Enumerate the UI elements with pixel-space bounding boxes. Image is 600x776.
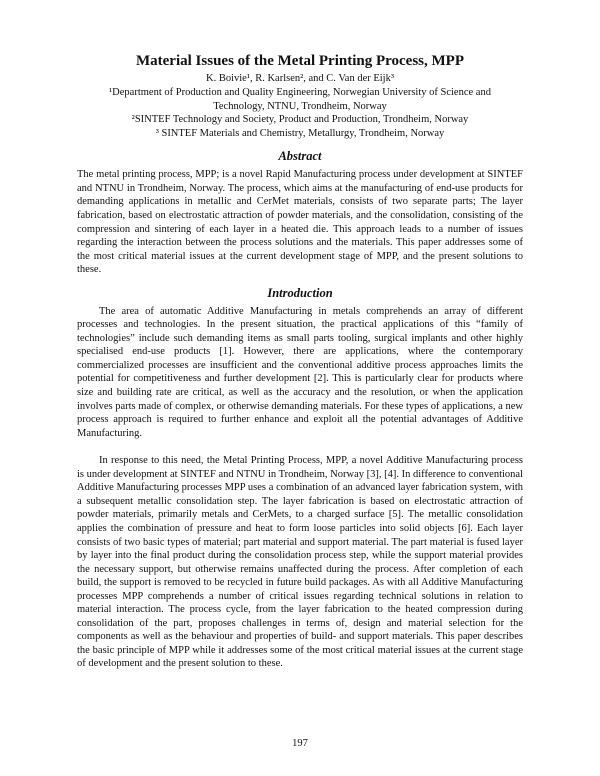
introduction-heading: Introduction — [267, 285, 333, 300]
page-number: 197 — [292, 738, 308, 749]
abstract-heading: Abstract — [278, 149, 322, 164]
paper-page — [77, 52, 523, 671]
affiliations — [77, 86, 523, 140]
affiliation-line: Technology, NTNU, Trondheim, Norway — [213, 100, 387, 112]
paper-title: Material Issues of the Metal Printing Process, MPP — [136, 53, 464, 69]
affiliation-line: ²SINTEF Technology and Society, Product and Production, Trondheim, Norway — [131, 114, 469, 126]
introduction-paragraph: The area of automatic Additive Manufacturing in metals comprehends an array of different processes and technologies. In the present situation, the practical applications of this “family of technologies” include such demanding items as small parts tooling, surgical implants and other highly specialised end-use products [1]. However, there are applications, where the contemporary commercialized processes are insufficient and the conventional additive process approaches limits the potential for competitiveness and further development [2]. This is particularly clear for products where size and building rate are critical, as well as the accuracy and the resolution, or when the application involves parts made of complex, or otherwise demanding materials. For these types of applications, a new process approach is required to further enhance and exploit all the potential advantages of Additive Manufacturing. — [77, 305, 523, 439]
affiliation-line: ³ SINTEF Materials and Chemistry, Metallurgy, Trondheim, Norway — [155, 127, 445, 139]
abstract-text: The metal printing process, MPP; is a novel Rapid Manufacturing process under development at SINTEF and NTNU in Trondheim, Norway. The process, which aims at the manufacturing of end-use products for demanding applications in metallic and CerMet materials, consists of two separate parts; The layer fabrication, based on electrostatic attraction of powder materials, and the consolidation, consisting of the compression and sintering of each layer in a heated die. This approach leads to a number of issues regarding the interaction between the process solutions and the materials. This paper addresses some of the most critical material issues at the current development stage of MPP, and the present solutions to these. — [77, 169, 523, 276]
introduction-paragraph: In response to this need, the Metal Printing Process, MPP, a novel Additive Manufacturing process is under development at SINTEF and NTNU in Trondheim, Norway [3], [4]. In difference to conventional Additive Manufacturing processes MPP uses a combination of an advanced layer fabrication system, with a subsequent metallic consolidation step. The layer fabrication is based on electrostatic attraction of powder materials, primarily metals and CerMets, to a charged surface [5]. The metallic consolidation applies the combination of pressure and heat to form loose particles into solid objects [6]. Each layer consists of two basic types of material; part material and support material. The part material is fused layer by layer into the final product during the consolidation process step, while the support material provides the necessary support, but otherwise remains unaffected during the process. After completion of each build, the support is removed to be recycled in future build packages. As with all Additive Manufacturing processes MPP comprehends a number of critical issues regarding technical solutions in relation to material interaction. The process cycle, from the layer fabrication to the heated compression during consolidation of the part, proposes challenges in terms of, design and material selection for the components as well as the behaviour and properties of build- and support materials. This paper describes the basic principle of MPP while it addresses some of the most critical material issues at the current stage of development and the present solution to these. — [77, 455, 523, 670]
author-list: K. Boivie¹, R. Karlsen², and C. Van der Eijk³ — [205, 73, 394, 84]
affiliation-line: ¹Department of Production and Quality Engineering, Norwegian University of Science and — [109, 87, 491, 98]
